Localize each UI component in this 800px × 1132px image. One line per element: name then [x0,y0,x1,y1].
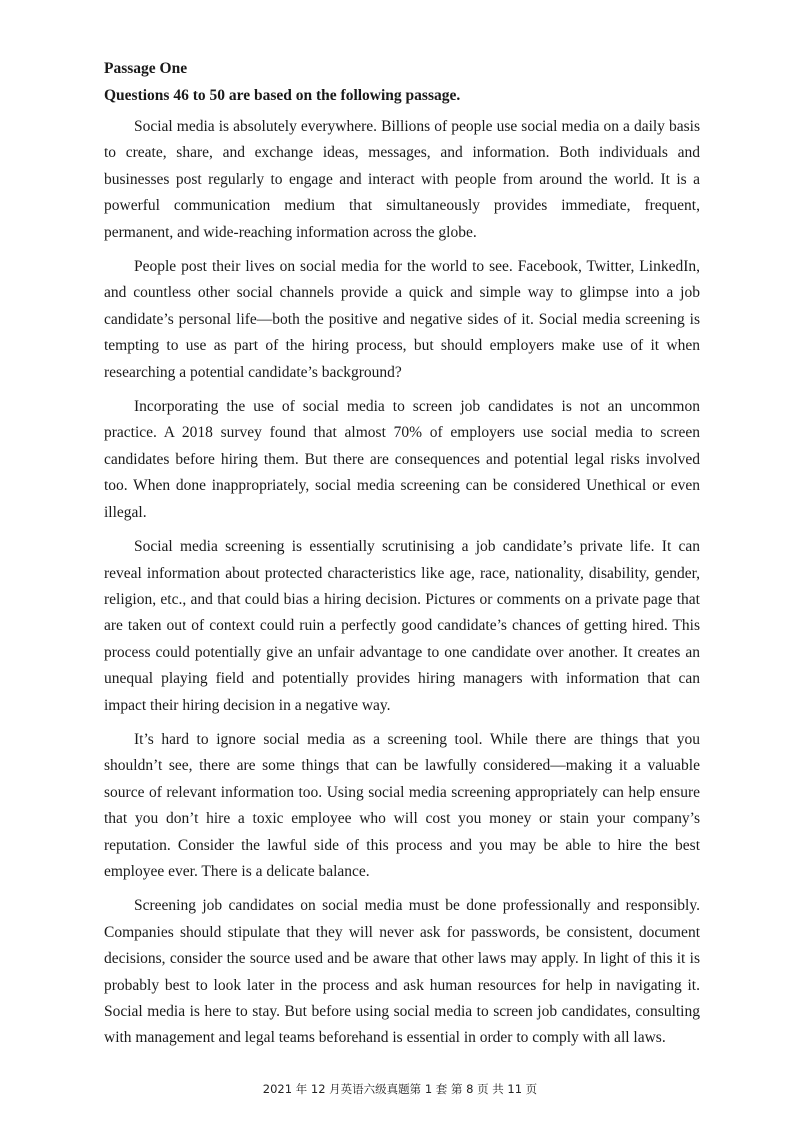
paragraph-6: Screening job candidates on social media must be done professionally and responsibly. Companies should stipulate that they will never ask for passwords, be consistent, document decisions, consider the source used and be aware that other laws may apply. In light of this it is probably best to look later in the process and ask human resources for help in navigating it. Social media is here to stay. But before using social media to screen job candidates, consulting with management and legal teams beforehand is essential in order to comply with all laws. [104,897,700,1047]
paragraph-3: Incorporating the use of social media to screen job candidates is not an uncommon practice. A 2018 survey found that almost 70% of employers use social media to screen candidates before hiring them. But there are consequences and potential legal risks involved too. When done inappropriately, social media screening can be considered Unethical or even illegal. [104,398,700,521]
paragraph-2: People post their lives on social media for the world to see. Facebook, Twitter, LinkedIn, and countless other social channels provide a quick and simple way to glimpse into a job candidate’s personal life—both the positive and negative sides of it. Social media screening is tempting to use as part of the hiring process, but should employers make use of it when researching a potential candidate’s background? [104,258,700,381]
document-page [104,58,700,1060]
paragraph-1: Social media is absolutely everywhere. Billions of people use social media on a daily basis to create, share, and exchange ideas, messages, and information. Both individuals and businesses post regularly to engage and interact with people from around the world. It is a powerful communication medium that simultaneously provides immediate, frequent, permanent, and wide-reaching information across the globe. [104,118,700,241]
paragraph-4: Social media screening is essentially scrutinising a job candidate’s private life. It can reveal information about protected characteristics like age, race, nationality, disability, gender, religion, etc., and that could bias a hiring decision. Pictures or comments on a private page that are taken out of context could ruin a perfectly good candidate’s chances of getting hired. This process could potentially give an unfair advantage to one candidate over another. It creates an unequal playing field and potentially provides hiring managers with information that can impact their hiring decision in a negative way. [104,538,700,714]
passage-title: Passage One [104,60,188,77]
page-footer: 2021 年 12 月英语六级真题第 1 套 第 8 页 共 11 页 [262,1082,538,1096]
paragraph-5: It’s hard to ignore social media as a screening tool. While there are things that you shouldn’t see, there are some things that can be lawfully considered—making it a valuable source of relevant information too. Using social media screening appropriately can help ensure that you don’t hire a toxic employee who will cost you money or stain your company’s reputation. Consider the lawful side of this process and you may be able to hire the best employee ever. There is a delicate balance. [104,730,700,880]
questions-heading: Questions 46 to 50 are based on the following passage. [104,87,461,104]
